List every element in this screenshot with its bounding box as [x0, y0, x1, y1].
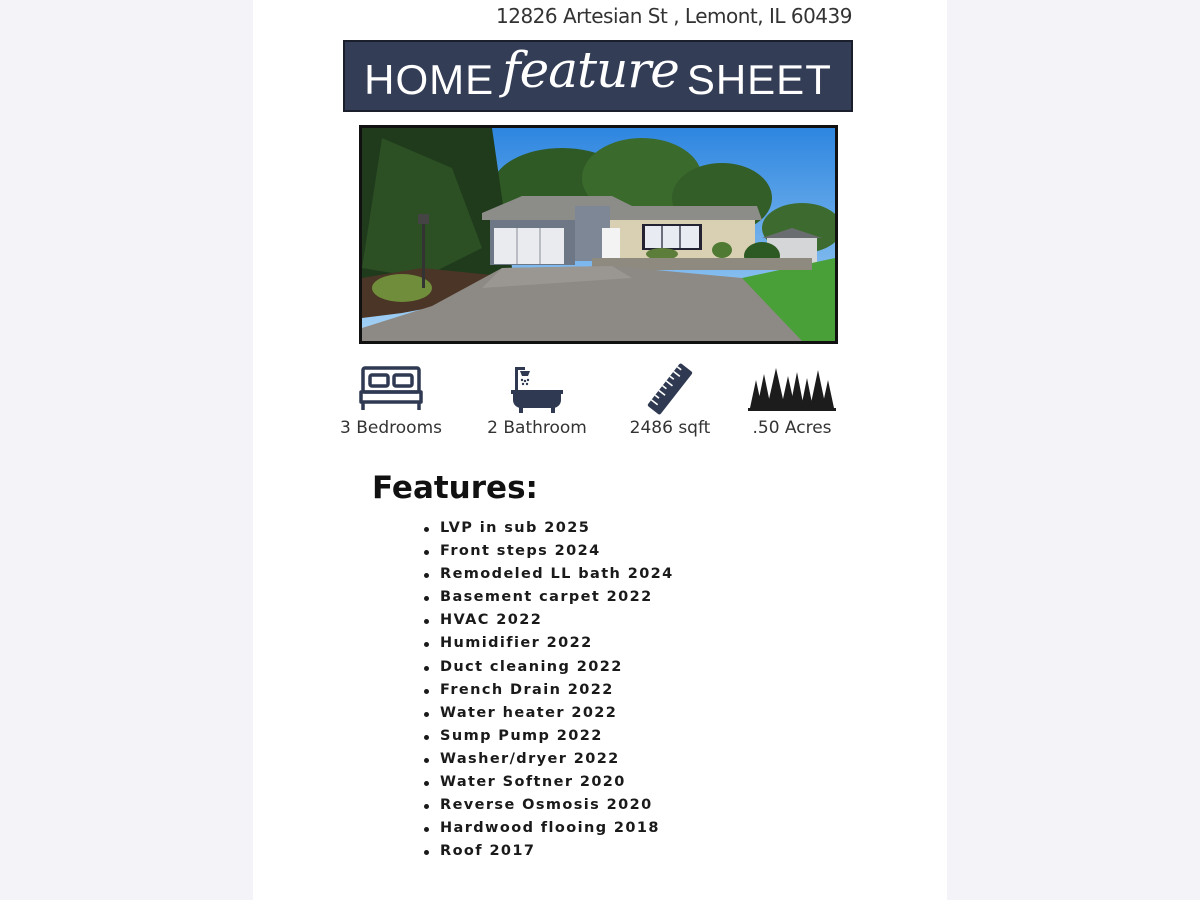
property-address: 12826 Artesian St , Lemont, IL 60439 [496, 4, 852, 28]
feature-item: Humidifier 2022 [424, 633, 674, 656]
bathtub-icon [467, 360, 607, 418]
feature-item: Sump Pump 2022 [424, 726, 674, 749]
banner-word-feature: feature [502, 41, 679, 99]
ruler-icon [600, 360, 740, 418]
feature-item: Washer/dryer 2022 [424, 749, 674, 772]
feature-item: French Drain 2022 [424, 680, 674, 703]
stat-bedrooms [321, 360, 461, 438]
feature-item: Front steps 2024 [424, 541, 674, 564]
feature-item: Water heater 2022 [424, 703, 674, 726]
feature-item: Roof 2017 [424, 841, 674, 864]
trees-icon [722, 360, 862, 418]
stat-bedrooms-label: 3 Bedrooms [340, 418, 442, 438]
stat-area [600, 360, 740, 438]
feature-item: HVAC 2022 [424, 610, 674, 633]
feature-item: Basement carpet 2022 [424, 587, 674, 610]
features-heading: Features: [372, 470, 538, 506]
feature-item: Duct cleaning 2022 [424, 657, 674, 680]
house-photo [359, 125, 838, 344]
stat-acres-label: .50 Acres [752, 418, 832, 438]
feature-item: Hardwood flooing 2018 [424, 818, 674, 841]
feature-item: Remodeled LL bath 2024 [424, 564, 674, 587]
banner-word-home: HOME [364, 56, 495, 103]
banner-word-sheet: SHEET [686, 56, 832, 103]
stat-area-label: 2486 sqft [629, 418, 711, 438]
title-banner [343, 40, 853, 112]
stat-bathrooms-label: 2 Bathroom [487, 418, 587, 438]
features-list [424, 518, 674, 864]
bed-icon [321, 360, 461, 418]
stat-bathrooms [467, 360, 607, 438]
feature-item: Water Softner 2020 [424, 772, 674, 795]
stat-acres [722, 360, 862, 438]
feature-item: Reverse Osmosis 2020 [424, 795, 674, 818]
feature-item: LVP in sub 2025 [424, 518, 674, 541]
